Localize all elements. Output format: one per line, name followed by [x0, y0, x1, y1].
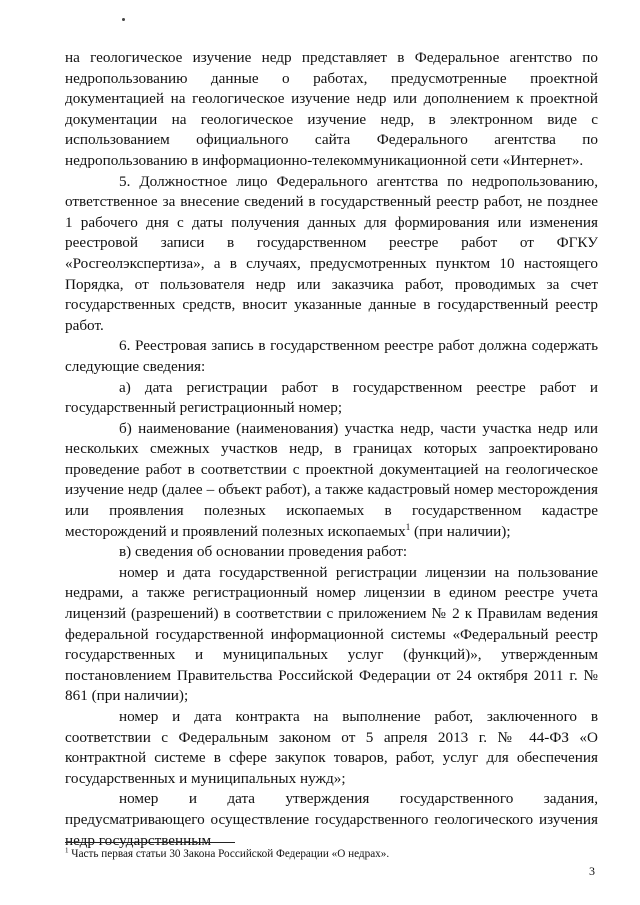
paragraph-item-6b-text: б) наименование (наименования) участка недр, части участка недр или нескольких смежных участков недр, в границах которых запроектировано проведение работ в соответствии с проектной документацией на геологическое изучение недр (далее – объект работ), а также кадастровый номер месторождения или проявления полезных ископаемых в государственном кадастре месторождений и проявлений полезных ископаемых	[65, 419, 598, 540]
paragraph-state-assignment: номер и дата утверждения государственного задания, предусматривающего осуществление государственного геологического изучения недр государственным	[65, 790, 598, 849]
paragraph-submission: на геологическое изучение недр представляет в Федеральное агентство по недропользованию данные о работах, предусмотренные проектной документацией на геологическое изучение недр или дополнением к проектной документации на геологическое изучение недр, в электронном виде с использованием официального сайта Федерального агентства по недропользованию в информационно-телекоммуникационной сети «Интернет».	[65, 49, 598, 169]
paragraph-item-6a: а) дата регистрации работ в государственном реестре работ и государственный регистрационный номер;	[65, 378, 598, 417]
paragraph-item-6v: в) сведения об основании проведения работ:	[119, 543, 408, 561]
footnote-reference: 1	[405, 521, 411, 532]
paragraph-item-6b	[65, 419, 598, 543]
footnote-separator	[65, 842, 235, 843]
page-number: 3	[589, 864, 595, 878]
body-text	[65, 48, 598, 851]
scan-speck	[122, 18, 125, 21]
paragraph-item-6b-suffix: (при наличии);	[410, 522, 511, 540]
footnote-text: Часть первая статьи 30 Закона Российской Федерации «О недрах».	[68, 848, 390, 860]
footnote-marker: 1	[65, 846, 69, 855]
footnote	[65, 847, 598, 861]
paragraph-item-6: 6. Реестровая запись в государственном реестре работ должна содержать следующие сведения:	[65, 337, 598, 375]
paragraph-item-5: 5. Должностное лицо Федерального агентства по недропользованию, ответственное за внесение сведений в государственный реестр работ, не позднее 1 рабочего дня с даты получения данных для формирования или изменения реестровой записи в государственном реестре работ от ФГКУ «Росгеолэкспертиза», а в случаях, предусмотренных пунктом 10 настоящего Порядка, от пользователя недр или заказчика работ, проводимых за счет государственных средств, вносит указанные данные в государственный реестр работ.	[65, 172, 598, 334]
paragraph-contract: номер и дата контракта на выполнение работ, заключенного в соответствии с Федеральным законом от 5 апреля 2013 г. № 44-ФЗ «О контрактной системе в сфере закупок товаров, работ, услуг для обеспечения государственных и муниципальных нужд»;	[65, 708, 598, 787]
paragraph-license: номер и дата государственной регистрации лицензии на пользование недрами, а также регистрационный номер лицензии в едином реестре учета лицензий (разрешений) в соответствии с приложением № 2 к Правилам ведения федеральной государственной информационной системы «Федеральный реестр государственных и муниципальных услуг (функций)», утвержденным постановлением Правительства Российской Федерации от 24 октября 2011 г. № 861 (при наличии);	[65, 563, 598, 705]
